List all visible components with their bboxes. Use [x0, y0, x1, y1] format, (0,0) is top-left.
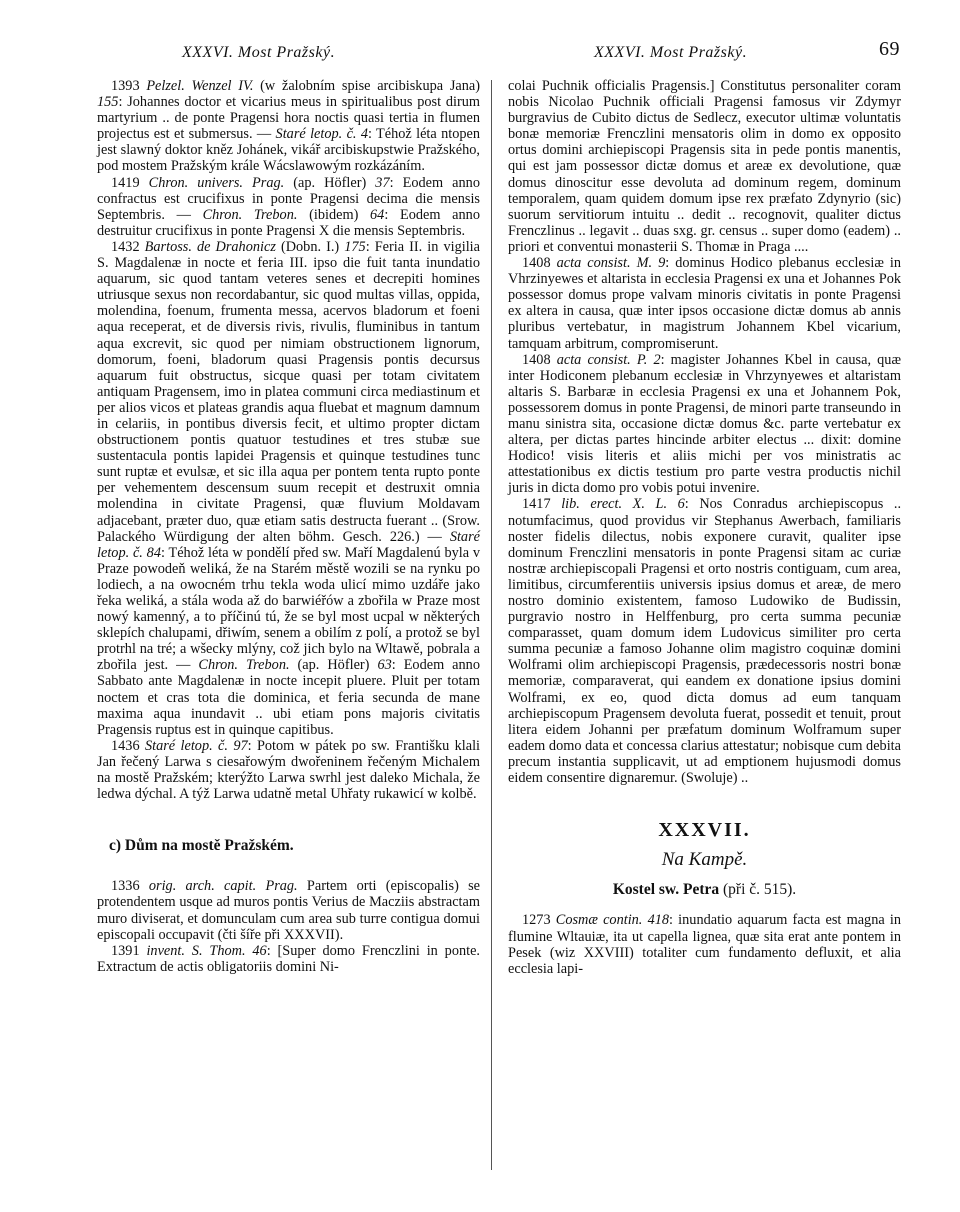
chapter-subtitle: Na Kampě. — [661, 849, 748, 871]
left-column — [97, 78, 480, 975]
running-header — [92, 38, 900, 68]
page-number: 69 — [879, 38, 900, 60]
section-heading: c) Dům na mostě Pražském. — [109, 837, 294, 855]
entry-1417: 1417 lib. erect. X. L. 6: Nos Conradus archiepiscopus .. notumfacimus, quod providus vir Stephanus Awerbach, familiaris noster fidelis dilectus, nobis exponere curavit, qualiter ipse dominum Frenczlini mensatoris in ponte Pragensi sitam ac curiæ nostræ archiepiscopali Pragensi et orto nostris contiguam, cum area, limitibus, circumferentiis universis ipsius domus et areæ, de mero nostro dominio existentem, famoso Ludowiko de Budissin, purgravio nostro in Helffenburg, pro certa summa pecuniæ comparasset, quam domum idem Ludovicus similiter pro certa summa pecuniæ a famoso Johanne olim magistro coquinæ domini Wolframi olim archiepiscopi Pragensis, prædecessoris nostri bonæ memoriæ, comparaverat, qui eandem ex donatione ipsius domini Wolframi, ex eo, quod dicta domus ad eum tanquam archiepiscopum Pragensem devoluta fuerat, possedit et tenuit, prout litera eidem Johanni per præfatum dominum Wolframum super eadem domo data et concessa clarius attestatur; nobisque cum debita precum instantia supplicavit, ut ad emptionem hujusmodi domus eidem consentire dignaremur. (Swoluje) .. — [508, 496, 902, 787]
entry-1432: 1432 Bartoss. de Drahonicz (Dobn. I.) 175: Feria II. in vigilia S. Magdalenæ in nocte et feria III. ipso die fuit tanta inundatio aquarum, sic quod tantam veteres senes et decrepiti homines utriusque sexus non recordabantur, sic quod multas villas, oppida, molendina, foenum, frumenta messa, acervos bladorum et foeni aqua receperat, et de diversis rivis, rivulis, fluminibus in tantum aqua excrevit, sic quod per nimiam obstructionem lignorum, domorum, foeni, bladorum quasi Pragensis pontis decursus aquarum fuit obstructus, sicque quasi per totam civitatem antiquam Pragensem, imo in platea communi circa mediastinum et per alios vicos et plateas grandis aqua fluebat et magnum damnum in celariis, in pontibus diversis fecit, et ultimo propter dictam obstructionem pontis quatuor testudines et tres stubæ sue sustentacula pontis lapidei Pragensis et quinque testudines tunc sunt ruptæ et evulsæ, et sic illa aqua per pontem tenta rupto ponte per vehementem descensum suum recepit et destruxit omnia molendina in civitate Pragensi, quæ fluvium Moldavam adjacebant, præter duo, quæ etiam satis destructa fuerant .. (Srow. Palackého Würdigung der alten böhm. Gesch. 226.) — Staré letop. č. 84: Téhož léta w pondělí před sw. Maří Magdalenú byla v Praze powodeň weliká, že na Starém městě wozili se na rynku po lodiech, a na owocném trhu tekla woda ulicí mimo uzdáře jako řeka weliká, a stála woda až do barwiéřów a zbořila w Praze most nowý kamenný, a to příčinú tú, že se byl most ucpal w některých sklepích chalupami, dřiwím, senem a obilím z polí, a protož se byl protrhl na tré; a wšecky mlýny, což jich bylo na Wltawě, pobrala a zbořila jest. — Chron. Trebon. (ap. Höfler) 63: Eodem anno Sabbato ante Magdalenæ in nocte incepit pluere. Pluit per totam noctem et cras tota die dominica, et feria secunda de mane maxima aqua inundavit .. ubi etiam pons majoris civitatis Pragensis ruptus est in quinque capitibus. — [97, 238, 480, 738]
running-head-right: XXXVI. Most Pražský. — [594, 44, 748, 61]
right-column — [508, 78, 901, 977]
entry-1436: 1436 Staré letop. č. 97: Potom w pátek po sw. Františku klali Jan řečený Larwa s ciesařowým dwořeninem řečeným Michalem na mostě Pražském; kterýžto Larwa swrhl jest daleko Michala, že ledwa dýchal. A týž Larwa udatně metal Uhřaty rukawicí w kolbě. — [97, 737, 481, 803]
subsection-heading: Kostel sw. Petra (při č. 515). — [612, 881, 797, 899]
entry-1273: 1273 Cosmæ contin. 418: inundatio aquarum facta est magna in flumine Wltauiæ, ita ut capella lignea, quæ sita erat ante pontem in Pesek (wiz XXVIII) totaliter cum fundamento defluxit, et alia ecclesia lapi- — [508, 912, 901, 977]
entry-1408-m9: 1408 acta consist. M. 9: dominus Hodico plebanus ecclesiæ in Vhrzinyewes et altarista in ecclesia Pragensi ex una et Johannes Pok possessor domus prope valvam minoris civitatis in ponte Pragensi ex altera in causa, quæ inter ipsos occasione dictæ domus ab annis pluribus vertebatur, in magistrum Johannem Kbel vicarium, tamquam arbitrum, compromiserunt. — [508, 255, 901, 352]
chapter-heading: XXXVII. — [658, 819, 751, 842]
entry-1419: 1419 Chron. univers. Prag. (ap. Höfler) 37: Eodem anno confractus est crucifixus in ponte Pragensi decima die mensis Septembris. — Chron. Trebon. (ibidem) 64: Eodem anno destruitur crucifixus in ponte Pragensi X die mensis Septembris. — [97, 174, 480, 239]
column-divider — [491, 80, 492, 1170]
entry-1408-p2: 1408 acta consist. P. 2: magister Johannes Kbel in causa, quæ inter Hodiconem plebanum ecclesiæ in Vhrzynyewes et altaristam altaris S. Barbaræ in ecclesia Pragensi ex una et Johannem Pok, possessorem domus in ponte Pragensi, de minori parte transeundo in manu sinistra sita, occasione dictæ domus &c. parte vertebatur ex altera, per dictas partes hincinde arbiter electus ... dixit: domine Hodico! visis literis et aliis michi per vos ministratis ac attestationibus ex dictis testium pro parte vestra productis nichil juris in dicta domo pro vobis potui invenire. — [508, 351, 901, 497]
entry-1336: 1336 orig. arch. capit. Prag. Partem orti (episcopalis) se protendentem usque ad muros pontis Verius de Macziis abstractam muro diviserat, et domunculam cum area sub turre contigua domui episcopali occupavit (čti šíře při XXXVII). — [97, 878, 480, 943]
entry-1391: 1391 invent. S. Thom. 46: [Super domo Frenczlini in ponte. Extractum de actis obligatoriis domini Ni- — [97, 942, 481, 975]
entry-1391-continued: colai Puchnik officialis Pragensis.] Constitutus personaliter coram nobis Nicolao Puchnik officiali Pragensi famosus vir Zdymyr burgravius de Cubito dictus de Sedlecz, executor ultimæ voluntatis bonæ memoriæ Frenczlini mensatoris olim in domo ex opposito ortus domini archiepiscopi Pragensis sita in pede pontis manentis, qui est jam possessor dictæ domus et areæ ex devolutione, quæ domus dinoscitur esse devoluta ad dominum regem, dominum temporalem, quam quidem domum ipse rex præfato Zdynyrio (sic) suorum servitiorum intuitu .. dedit .. recognovit, qualiter dictus Frenczlinus .. legavit .. duas sxg. gr. census .. super domo (eadem) .. priori et conventui monasterii S. Thomæ in Praga .... — [508, 78, 901, 255]
entry-1393: 1393 Pelzel. Wenzel IV. (w žalobním spise arcibiskupa Jana) 155: Johannes doctor et vicarius meus in spiritualibus post dirum martyrium .. de ponte Pragensi hora noctis quasi tertia in flumen projectus est et submersus. — Staré letop. č. 4: Téhož léta ntopen jest slawný doktor kněz Johánek, vikář arcibiskupstwie Pražského, pod mostem Pražským králе Wácslawowým rozkázáním. — [97, 78, 480, 175]
running-head-left: XXXVI. Most Pražský. — [182, 44, 336, 61]
